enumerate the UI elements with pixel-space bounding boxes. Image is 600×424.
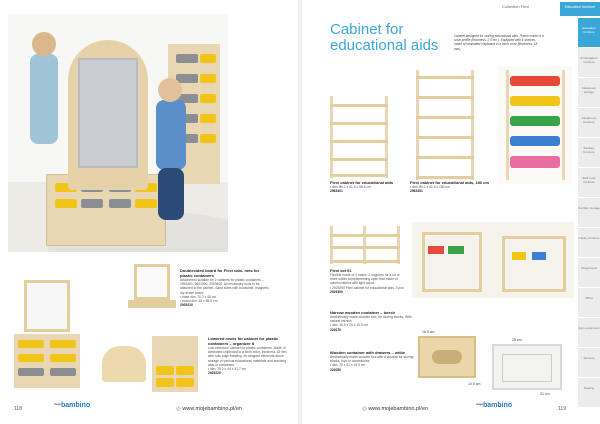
url-text: www.mojebambino.pl/en (368, 406, 428, 412)
product-description: Low extension cabinet for plastic containers. Made of laminated chipboard in a birch color, thickness 18 mm, with rolls edge banding. Its dropped elements about storage of various educational materials and teaching aids or containers. (208, 346, 288, 367)
child-girl (30, 54, 58, 144)
white-container-image (492, 344, 562, 390)
cabinet-image-96 (330, 96, 388, 178)
product-code: 2963401 (330, 189, 343, 194)
logo-prefix: moje (54, 402, 62, 406)
beech-container-image (418, 336, 476, 378)
product-code: 2925210 (180, 303, 193, 308)
side-tab[interactable]: Playground (578, 258, 600, 288)
side-tab[interactable]: Staff room furniture (578, 168, 600, 198)
left-page (0, 0, 298, 424)
product-title: Flexi cabinet for educational aids, 180 cm (410, 180, 489, 185)
product-desc-organizer (208, 336, 290, 375)
dimension-label: 10.5 cm (468, 382, 481, 386)
product-desc-cabinet-180 (410, 180, 490, 193)
brand-logo-right (476, 402, 512, 409)
page-title: Cabinet for educational aids (330, 21, 439, 54)
url-text: www.mojebambino.pl/en (182, 406, 242, 412)
product-desc-flexi-set (330, 268, 406, 294)
product-code: 2963451 (410, 189, 423, 194)
globe-icon: ◎ (176, 406, 183, 412)
side-tab[interactable]: Education furniture (578, 18, 600, 48)
page-number-right: 119 (558, 406, 566, 412)
child-boy-head (158, 78, 182, 102)
product-specs: • 2925290 Flexi cabinet for educational aids, 3 pcs (330, 285, 404, 290)
product-code: 224050 (330, 367, 342, 372)
product-specs: • dim. 16.5 x 25 x 10.5 cm (330, 323, 368, 328)
product-title: Wooden container with drawers – white (330, 350, 406, 355)
product-title: Flexi cabinet for educational aids (330, 180, 394, 185)
product-title: Flexi set 01 (330, 268, 352, 273)
product-title: Doublesided board for Flexi cabi- nets for plastic containers (180, 268, 260, 278)
product-desc-board (180, 268, 270, 307)
dimension-label: 16.5 cm (422, 330, 435, 334)
section-header (482, 2, 600, 12)
globe-icon: ◎ (362, 406, 369, 412)
product-specs: • dim. 75.2 x 44 x 31.7 cm (208, 367, 246, 372)
logo-text: bambino (61, 402, 91, 409)
product-desc-white-container (330, 350, 422, 372)
side-category-tabs (578, 18, 600, 400)
child-boy (156, 100, 186, 170)
magnetic-board (68, 40, 148, 190)
product-desc-narrow-container (330, 310, 422, 332)
logo-text: bambino (483, 402, 513, 409)
section-label: Collection Flexi (502, 4, 530, 9)
website-url-left[interactable] (176, 406, 242, 412)
child-boy-legs (158, 168, 184, 220)
side-tab[interactable]: Sensory (578, 348, 600, 378)
product-specs: • dim. 86.2 x 41.5 x 180 cm (410, 185, 450, 189)
flexi-set-image (330, 226, 400, 264)
brand-logo-left (54, 402, 90, 409)
dimension-label: 31 cm (540, 392, 550, 396)
product-code: 224070 (330, 327, 342, 332)
hero-photo (8, 14, 228, 252)
product-description: Attachment suitable for 2 cabinets for plastic containers – 2963401, 9601900, 2963406. All necessary tools to be attached to the cabinet. Sand sides with bookshelf, magnetic, dry-erase board. (180, 278, 270, 295)
logo-prefix: moje (476, 402, 484, 406)
product-title: Narrow wooden container – beech (330, 310, 396, 315)
product-description: Aesthetically made wooden box, for storing blocks. With natural varnish (330, 315, 412, 324)
side-tab[interactable]: Office (578, 288, 600, 318)
side-tab[interactable]: Corridor storage (578, 198, 600, 228)
product-code: 2925220 (208, 371, 221, 376)
filled-cabinet-photo (498, 66, 572, 184)
side-tab[interactable]: Sanitary furniture (578, 138, 600, 168)
intro-text: Cabinet designed for storing educational aids. Frame made of a solar profile (thickness: 2.5 cm ). Equipped with 4 shelves, made of laminated chipboard in a birch color (thickness: 18 mm). (454, 34, 544, 51)
website-url-right[interactable] (362, 406, 428, 412)
product-title: Lowered rower for cabinet for plastic containers – organizer II (208, 336, 279, 346)
dimension-label: 25 cm (512, 338, 522, 342)
side-tab[interactable]: Kindergarten furniture (578, 48, 600, 78)
product-specs: • dim. 25 x 31 x 16.5 cm (330, 363, 366, 368)
product-desc-cabinet-96 (330, 180, 400, 193)
cabinet-board-image (14, 280, 80, 392)
side-tab[interactable]: Cloakroom furniture (578, 108, 600, 138)
child-girl-head (32, 32, 56, 56)
flexi-set-room-photo (412, 222, 574, 298)
product-specs: • base dim. 70.2 x 48 cm • board dim. 63 x 65.5 cm (180, 294, 218, 304)
product-specs: • dim. 86.2 x 41.5 x 96.5 cm (330, 185, 371, 189)
side-tab[interactable]: Seating (578, 378, 600, 408)
board-product-image (128, 264, 176, 310)
page-number-left: 118 (14, 406, 22, 412)
product-code: 2925300 (330, 289, 343, 294)
right-page (302, 0, 600, 424)
active-section-tab[interactable]: Education furniture (560, 2, 600, 16)
organizer-image (102, 336, 200, 392)
side-tab[interactable]: Library furniture (578, 228, 600, 258)
side-tab[interactable]: Classroom storage (578, 78, 600, 108)
product-description: Aesthetically made wooden box with a window for storing blocks, toys or accessories (330, 355, 414, 364)
product-description: Flexible made of 4 mains, 2 supports for a lot of more solids complementing open that made of colorful fabrics with light wood. (330, 273, 400, 286)
cabinet-image-180 (416, 70, 474, 180)
side-tab[interactable]: Gym equipment (578, 318, 600, 348)
